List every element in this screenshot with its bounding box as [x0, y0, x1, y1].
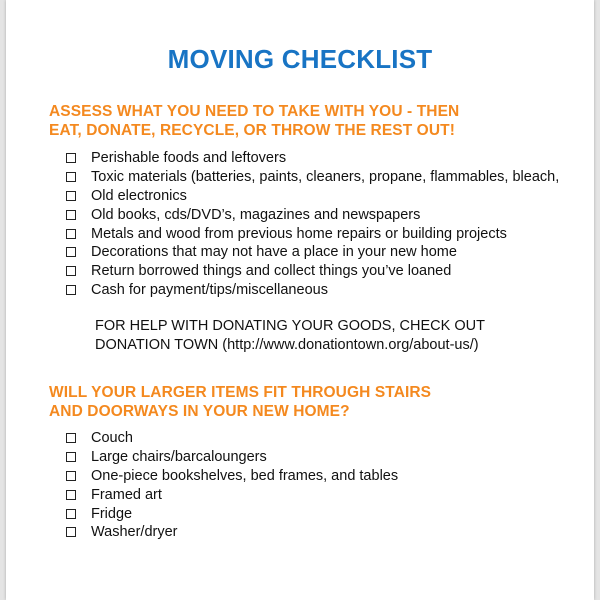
checklist-item	[62, 187, 559, 206]
checkbox[interactable]	[66, 229, 76, 239]
document-page	[6, 0, 594, 600]
checklist-item	[62, 281, 559, 300]
section1-checklist	[62, 149, 559, 299]
checklist-item-label: One-piece bookshelves, bed frames, and tables	[91, 467, 399, 484]
checklist-item-label: Toxic materials (batteries, paints, cleaners, propane, flammables, bleach,	[91, 169, 560, 186]
section1-heading-line1: ASSESS WHAT YOU NEED TO TAKE WITH YOU - THEN	[49, 103, 460, 120]
page-title: MOVING CHECKLIST	[167, 44, 433, 74]
checkbox[interactable]	[66, 490, 76, 500]
checklist-item	[62, 149, 559, 168]
checklist-item-label: Couch	[91, 430, 133, 447]
section1-heading-line2: EAT, DONATE, RECYCLE, OR THROW THE REST OUT!	[49, 122, 455, 139]
checklist-item	[62, 448, 398, 467]
checklist-item-label: Cash for payment/tips/miscellaneous	[91, 281, 328, 298]
checklist-item	[62, 523, 398, 542]
checklist-item	[62, 205, 559, 224]
checklist-item	[62, 262, 559, 281]
section2-heading	[49, 383, 431, 421]
checklist-item	[62, 467, 398, 486]
checklist-item-label: Framed art	[91, 486, 162, 503]
checkbox[interactable]	[66, 527, 76, 537]
checklist-item-label: Perishable foods and leftovers	[91, 150, 287, 167]
checklist-item-label: Metals and wood from previous home repairs or building projects	[91, 225, 507, 242]
checklist-item	[62, 243, 559, 262]
checklist-item	[62, 504, 398, 523]
checkbox[interactable]	[66, 153, 76, 163]
checklist-item-label: Return borrowed things and collect things you’ve loaned	[91, 263, 452, 280]
checkbox[interactable]	[66, 266, 76, 276]
checkbox[interactable]	[66, 452, 76, 462]
checkbox[interactable]	[66, 509, 76, 519]
section2-heading-line1: WILL YOUR LARGER ITEMS FIT THROUGH STAIRS	[49, 384, 432, 401]
checklist-item-label: Old electronics	[91, 187, 187, 204]
donation-note-line2: DONATION TOWN (http://www.donationtown.org/about-us/)	[95, 337, 479, 353]
donation-note-line1: FOR HELP WITH DONATING YOUR GOODS, CHECK OUT	[95, 318, 485, 334]
checklist-item	[62, 168, 559, 187]
checkbox[interactable]	[66, 433, 76, 443]
section2-heading-line2: AND DOORWAYS IN YOUR NEW HOME?	[49, 403, 350, 420]
checklist-item	[62, 224, 559, 243]
checklist-item-label: Washer/dryer	[91, 524, 178, 541]
checkbox[interactable]	[66, 285, 76, 295]
checklist-item-label: Old books, cds/DVD’s, magazines and newspapers	[91, 206, 421, 223]
section1-heading	[49, 102, 459, 140]
checkbox[interactable]	[66, 471, 76, 481]
checklist-item	[62, 429, 398, 448]
checkbox[interactable]	[66, 191, 76, 201]
checklist-item-label: Fridge	[91, 505, 133, 522]
checklist-item-label: Large chairs/barcaloungers	[91, 449, 267, 466]
checkbox[interactable]	[66, 172, 76, 182]
donation-note	[95, 317, 485, 355]
checkbox[interactable]	[66, 247, 76, 257]
section2-checklist	[62, 429, 398, 542]
checkbox[interactable]	[66, 210, 76, 220]
checklist-item-label: Decorations that may not have a place in your new home	[91, 244, 457, 261]
checklist-item	[62, 485, 398, 504]
